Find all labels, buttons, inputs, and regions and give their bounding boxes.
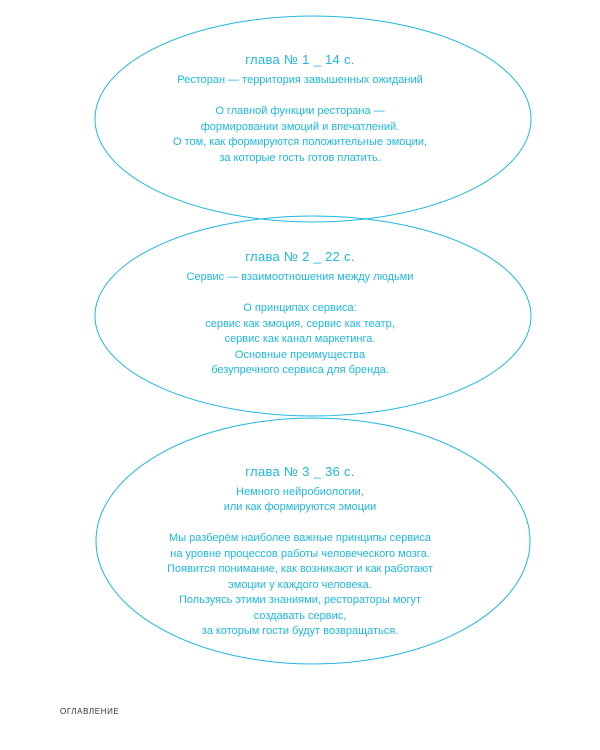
title-line: Сервис — взаимоотношения между людьми	[186, 271, 414, 283]
chapter-title	[0, 73, 600, 88]
title-line: или как формируются эмоции	[223, 501, 377, 513]
desc-line: Мы разберём наиболее важные принципы сервиса	[169, 532, 431, 544]
desc-line: Основные преимущества	[234, 348, 366, 361]
title-line: Немного нейробиологии,	[236, 486, 364, 498]
desc-line: на уровне процессов работы человеческого мозга.	[170, 547, 430, 560]
desc-line: Пользуясь этими знаниями, рестораторы могут	[178, 594, 422, 606]
chapter-1	[0, 52, 600, 166]
chapter-heading: глава № 1 _ 14 с.	[245, 52, 355, 67]
title-line: Ресторан — территория завышенных ожиданий	[177, 74, 423, 86]
chapter-2	[0, 249, 600, 379]
desc-line: О принципах сервиса:	[243, 302, 357, 314]
desc-line: эмоции у каждого человека.	[228, 578, 372, 591]
chapter-description	[0, 531, 600, 640]
desc-line: безупречного сервиса для бренда.	[211, 364, 389, 376]
desc-line: О том, как формируются положительные эмоции,	[172, 136, 428, 148]
chapter-heading: глава № 3 _ 36 с.	[245, 464, 355, 479]
footer-label: ОГЛАВЛЕНИЕ	[60, 707, 120, 716]
chapter-description	[0, 301, 600, 379]
desc-line: за которые гость готов платить.	[219, 151, 381, 164]
desc-line: за которым гости будут возвращаться.	[201, 625, 399, 637]
desc-line: О главной функции ресторана —	[215, 105, 385, 117]
chapter-heading: глава № 2 _ 22 с.	[245, 249, 355, 264]
chapter-3	[0, 464, 600, 640]
desc-line: создавать сервис,	[253, 609, 347, 622]
chapter-description	[0, 104, 600, 166]
desc-line: Появится понимание, как возникают и как работают	[167, 563, 433, 575]
desc-line: формировании эмоций и впечатлений.	[200, 120, 400, 133]
desc-line: сервис как канал маркетинга.	[224, 333, 376, 345]
chapter-title	[0, 485, 600, 515]
chapter-title	[0, 270, 600, 285]
desc-line: сервис как эмоция, сервис как театр,	[205, 317, 395, 330]
